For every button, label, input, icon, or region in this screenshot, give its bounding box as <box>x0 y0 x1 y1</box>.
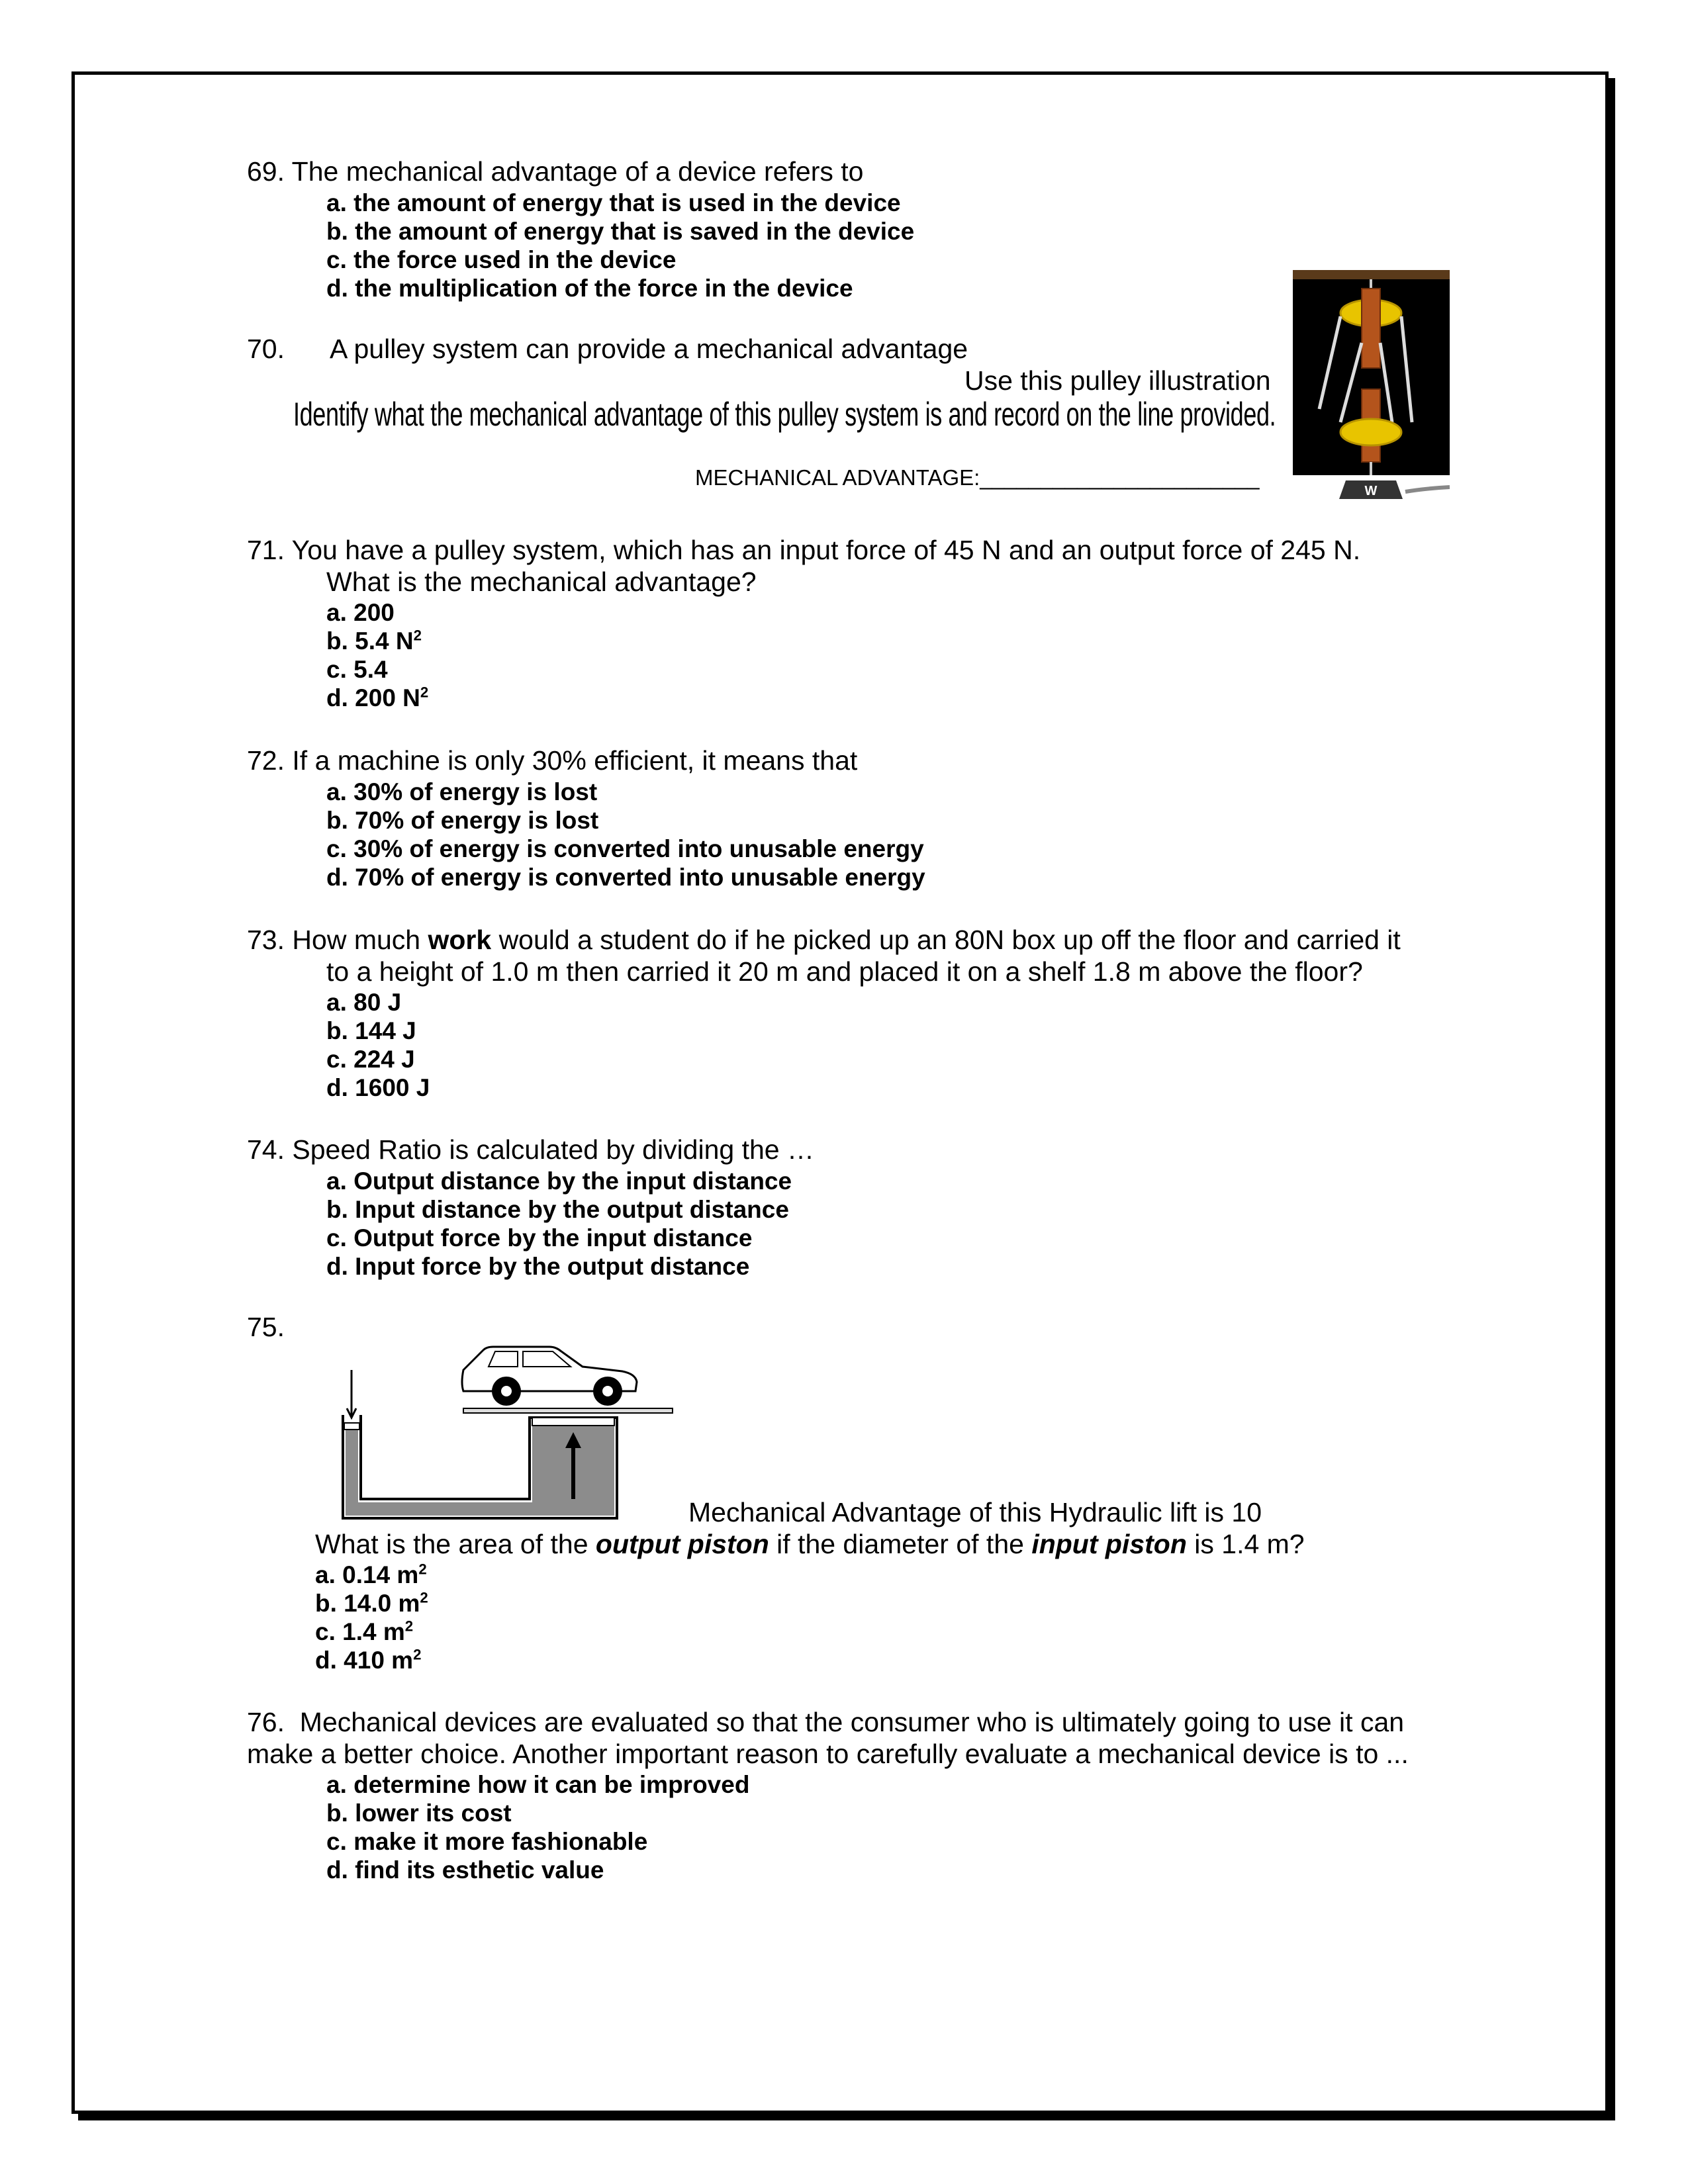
q73-stem: 73. How much work would a student do if he picked up an 80N box up off the floor and carried it <box>247 925 1401 955</box>
upper-block <box>1362 289 1380 368</box>
lower-pulley <box>1340 419 1401 445</box>
q73-option-c: c. 224 J <box>326 1046 415 1073</box>
q75-option-a: a. 0.14 $m^2$ <box>315 1561 427 1588</box>
q70-stem: A pulley system can provide a mechanical advantage <box>330 334 968 364</box>
q75-stem: What is the area of the output piston if the diameter of the input piston is 1.4 m? <box>315 1529 1305 1559</box>
lift-platform <box>463 1408 673 1413</box>
q72-option-c: c. 30% of energy is converted into unusable energy <box>326 835 924 862</box>
q76-option-d: d. find its esthetic value <box>326 1856 604 1884</box>
pulley-illustration <box>1293 270 1450 502</box>
q74-option-b: b. Input distance by the output distance <box>326 1196 789 1223</box>
q76-option-a: a. determine how it can be improved <box>326 1771 750 1798</box>
q69-option-a: a. the amount of energy that is used in the device <box>326 189 901 216</box>
q70-instruction: Identify what the mechanical advantage of this pulley system is and record on the line provided. <box>293 396 1276 433</box>
q75-option-c: c. 1.4 $m^2$ <box>315 1617 414 1645</box>
q73-option-d: d. 1600 J <box>326 1074 430 1101</box>
q73-option-a: a. 80 J <box>326 989 402 1016</box>
q76-option-b: b. lower its cost <box>326 1799 512 1827</box>
q75-option-b: b. 14.0 $m^2$ <box>315 1589 428 1617</box>
q70-number: 70. <box>247 334 285 364</box>
q71-option-a: a. 200 <box>326 599 395 626</box>
output-piston <box>532 1418 614 1426</box>
q72-option-b: b. 70% of energy is lost <box>326 807 599 834</box>
q69-option-c: c. the force used in the device <box>326 246 677 273</box>
hydraulic-lift-diagram <box>331 1330 702 1529</box>
q74-stem: 74. Speed Ratio is calculated by dividing the … <box>247 1134 814 1165</box>
q74-option-a: a. Output distance by the input distance <box>326 1167 792 1195</box>
q73-option-b: b. 144 J <box>326 1017 416 1044</box>
q71-option-b: b. 5.4 $N^2$ <box>326 627 422 655</box>
q76-option-c: c. make it more fashionable <box>326 1828 648 1855</box>
ceiling-beam <box>1293 270 1450 279</box>
q72-stem: 72. If a machine is only 30% efficient, it means that <box>247 745 858 776</box>
q69-stem: 69. The mechanical advantage of a device refers to <box>247 156 864 187</box>
q71-option-c: c. 5.4 <box>326 656 388 683</box>
q76-stem: 76. Mechanical devices are evaluated so that the consumer who is ultimately going to use it can <box>247 1707 1405 1737</box>
q75-caption: Mechanical Advantage of this Hydraulic lift is 10 <box>688 1497 1262 1527</box>
q70-use-illustration: Use this pulley illustration <box>964 365 1271 396</box>
q75-number: 75. <box>247 1312 285 1342</box>
q71-stem: 71. You have a pulley system, which has an input force of 45 N and an output force of 245 N. <box>247 535 1361 565</box>
q70-answer-line: MECHANICAL ADVANTAGE:_______________________ <box>695 465 1260 490</box>
q75-option-d: d. 410 $m^2$ <box>315 1646 422 1674</box>
car-icon <box>462 1347 637 1406</box>
q69-option-d: d. the multiplication of the force in the device <box>326 275 853 302</box>
weight-label: W <box>1364 484 1378 498</box>
q72-option-a: a. 30% of energy is lost <box>326 778 598 805</box>
q71-stem-line2: What is the mechanical advantage? <box>326 567 757 597</box>
q73-stem-line2: to a height of 1.0 m then carried it 20 m and placed it on a shelf 1.8 m above the floor? <box>326 956 1363 987</box>
q74-option-c: c. Output force by the input distance <box>326 1224 753 1251</box>
q69-option-b: b. the amount of energy that is saved in the device <box>326 218 915 245</box>
q74-option-d: d. Input force by the output distance <box>326 1253 750 1280</box>
q76-stem-line2: make a better choice. Another important reason to carefully evaluate a mechanical device is to ... <box>247 1739 1409 1769</box>
q72-option-d: d. 70% of energy is converted into unusable energy <box>326 864 925 891</box>
q71-option-d: d. 200 $N^2$ <box>326 684 429 711</box>
input-piston <box>344 1423 359 1430</box>
